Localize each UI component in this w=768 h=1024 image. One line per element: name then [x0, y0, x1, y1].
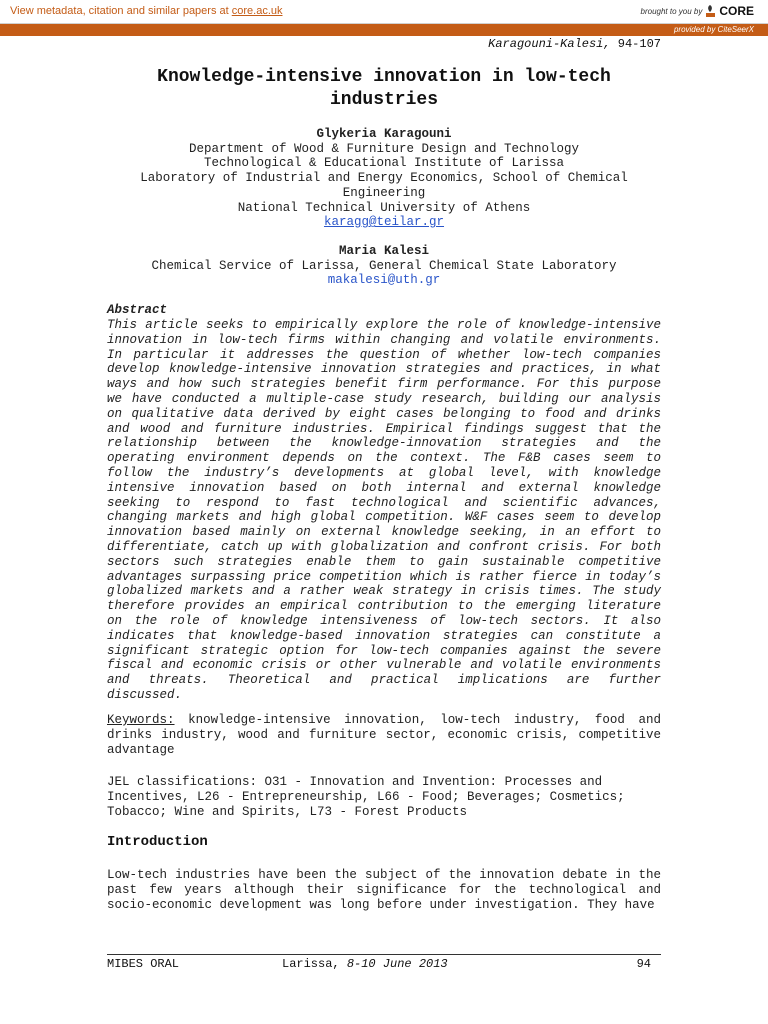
core-metadata-link[interactable] — [10, 5, 283, 17]
abstract-heading: Abstract — [107, 303, 168, 317]
affiliation-line: National Technical University of Athens — [237, 200, 531, 215]
affiliation-line: Chemical Service of Larissa, General Chemical State Laboratory — [151, 258, 617, 273]
author-name: Glykeria Karagouni — [316, 127, 452, 141]
brought-by-text: brought to you by — [640, 6, 703, 16]
author-block-1 — [107, 127, 661, 230]
core-logo-icon — [705, 4, 716, 18]
provided-by-text: provided by CiteSeerX — [673, 25, 754, 34]
author-email-link[interactable]: karagg@teilar.gr — [323, 215, 445, 230]
author-email-link[interactable]: makalesi@uth.gr — [327, 273, 441, 288]
footer-conference: MIBES ORAL — [107, 957, 180, 971]
keywords-paragraph — [107, 713, 661, 757]
core-link-prefix: View metadata, citation and similar papers at — [10, 5, 232, 17]
keywords-label: Keywords: — [107, 713, 175, 727]
author-name: Maria Kalesi — [338, 244, 429, 258]
running-head-authors: Karagouni-Kalesi, — [488, 37, 611, 51]
introduction-text: Low-tech industries have been the subject of the innovation debate in the past few years although their significance for the technological and socio-economic development was long before under investigation. They have — [107, 868, 661, 912]
footer-dates: 8-10 June 2013 — [346, 957, 448, 971]
footer-location-date — [282, 957, 448, 971]
author-block-2 — [107, 244, 661, 288]
abstract-text: This article seeks to empirically explore the role of knowledge-intensive innovation in low-tech firms within changing and volatile environments. In particular it addresses the question of whether low-tech companies develop knowledge-intensive innovation strategies and practices, in what ways and how such strategies benefit firm performance. For this purpose we have conducted a multiple-case study research, building our analysis on qualitative data derived by eight cases belonging to food and drinks and wood and furniture industries. Empirical findings suggest that the relationship between the knowledge-innovation strategies and the operating environment depends on the context. The F&B cases seem to follow the industry’s developments at global level, with knowledge intensive innovation based on both internal and external knowledge seeking to respond to fast technological and scientific advances, changing markets and high global competition. W&F cases seem to develop innovation based mainly on external knowledge seeking, in an effort to differentiate, catch up with globalization and confront crisis. For both sectors such strategies enable them to gain sustainable competitive advantages surpassing price competition which is rather fierce in today’s globalized markets and a rather weak strategy in crisis times. The study therefore provides an empirical contribution to the emerging literature on the role of knowledge intensiveness of low-tech sectors. It also indicates that knowledge-based innovation strategies can constitute a significant strategic option for low-tech companies against the severe fiscal and economic crisis or other vulnerable and volatile environments and threats. Theoretical and practical implications are further discussed. — [107, 318, 661, 702]
page-number: 94 — [636, 957, 651, 971]
introduction-heading: Introduction — [107, 834, 208, 850]
paper-title: Knowledge-intensive innovation in low-tech industries — [157, 67, 611, 110]
core-provider-strip — [0, 24, 768, 36]
affiliation-line: Technological & Educational Institute of Larissa — [203, 156, 565, 171]
core-link[interactable]: core.ac.uk — [231, 5, 283, 17]
running-head — [488, 37, 661, 51]
affiliation-line: Laboratory of Industrial and Energy Economics, School of Chemical Engineering — [140, 171, 628, 200]
footer-city: Larissa, — [282, 957, 347, 971]
affiliation-line: Department of Wood & Furniture Design and Technology — [188, 141, 580, 156]
footer-divider — [107, 954, 661, 955]
keywords-text: knowledge-intensive innovation, low-tech industry, food and drinks industry, wood and furniture sector, economic crisis, competitive advantage — [107, 713, 661, 757]
core-banner — [0, 0, 768, 24]
jel-classifications: JEL classifications: O31 - Innovation and Invention: Processes and Incentives, L26 - Entrepreneurship, L66 - Food; Beverages; Cosmetics; Tobacco; Wine and Spirits, L73 - Forest Products — [107, 775, 625, 819]
core-logo-text: CORE — [719, 4, 754, 18]
running-head-pages: 94-107 — [610, 37, 661, 51]
core-brand[interactable] — [641, 4, 755, 18]
